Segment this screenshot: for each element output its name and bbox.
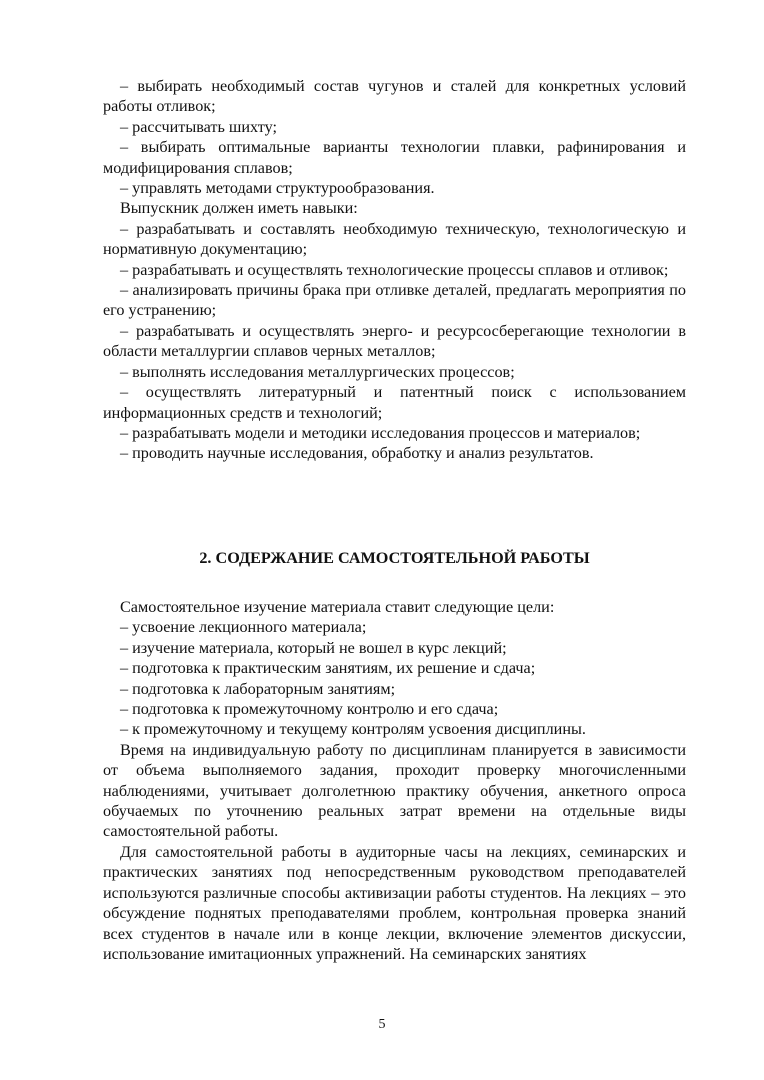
list-item: – выбирать необходимый состав чугунов и сталей для конкретных условий работы отливок; <box>103 77 686 116</box>
list-item: – разрабатывать модели и методики исследования процессов и материалов; <box>120 423 641 442</box>
list-item: – разрабатывать и осуществлять технологические процессы сплавов и отливок; <box>120 260 669 279</box>
page-number: 5 <box>378 1017 386 1032</box>
list-item: – разрабатывать и составлять необходимую техническую, технологическую и нормативную документацию; <box>103 219 686 259</box>
list-item: – выбирать оптимальные варианты технологии плавки, рафинирования и модифицирования сплавов; <box>103 138 686 177</box>
list-item: – к промежуточному и текущему контролям усвоения дисциплины. <box>120 720 586 739</box>
section-heading: 2. СОДЕРЖАНИЕ САМОСТОЯТЕЛЬНОЙ РАБОТЫ <box>199 549 590 567</box>
list-item: – подготовка к практическим занятиям, их решение и сдача; <box>120 659 536 678</box>
list-item: – подготовка к промежуточному контролю и его сдача; <box>120 700 499 719</box>
list-item: – разрабатывать и осуществлять энерго- и ресурсосберегающие технологии в области металлургии сплавов черных металлов; <box>103 321 686 361</box>
body-paragraph: Время на индивидуальную работу по дисциплинам планируется в зависимости от объема выполняемого задания, проходит проверку многочисленными наблюдениями, учитывает долголетнюю практику обучения, анкетного опроса обучаемых по уточнению реальных затрат времени на отдельные виды самостоятельной работы. <box>103 740 686 841</box>
list-item: – анализировать причины брака при отливке деталей, предлагать мероприятия по его устранению; <box>103 281 686 320</box>
skills-intro: Выпускник должен иметь навыки: <box>120 199 358 218</box>
list-item: – изучение материала, который не вошел в курс лекций; <box>120 638 507 657</box>
list-item: – осуществлять литературный и патентный поиск с использованием информационных средств и технологий; <box>103 383 686 422</box>
section-body <box>103 597 686 964</box>
goals-intro: Самостоятельное изучение материала ставит следующие цели: <box>120 598 555 616</box>
list-item: – рассчитывать шихту; <box>120 117 277 136</box>
list-item: – подготовка к лабораторным занятиям; <box>120 679 396 698</box>
list-item: – проводить научные исследования, обработку и анализ результатов. <box>120 444 594 463</box>
list-item: – управлять методами структурообразования. <box>120 179 435 198</box>
list-item: – усвоение лекционного материала; <box>120 618 367 637</box>
list-item: – выполнять исследования металлургических процессов; <box>120 362 515 381</box>
body-paragraph: Для самостоятельной работы в аудиторные часы на лекциях, семинарских и практических занятиях под непосредственным руководством преподавателей используются различные способы активизации работы студентов. На лекциях – это обсуждение поднятых преподавателями проблем, контрольная проверка знаний всех студентов в начале или в конце лекции, включение элементов дискуссии, использование имитационных упражнений. На семинарских занятиях <box>103 842 686 963</box>
requirements-list <box>103 76 686 464</box>
